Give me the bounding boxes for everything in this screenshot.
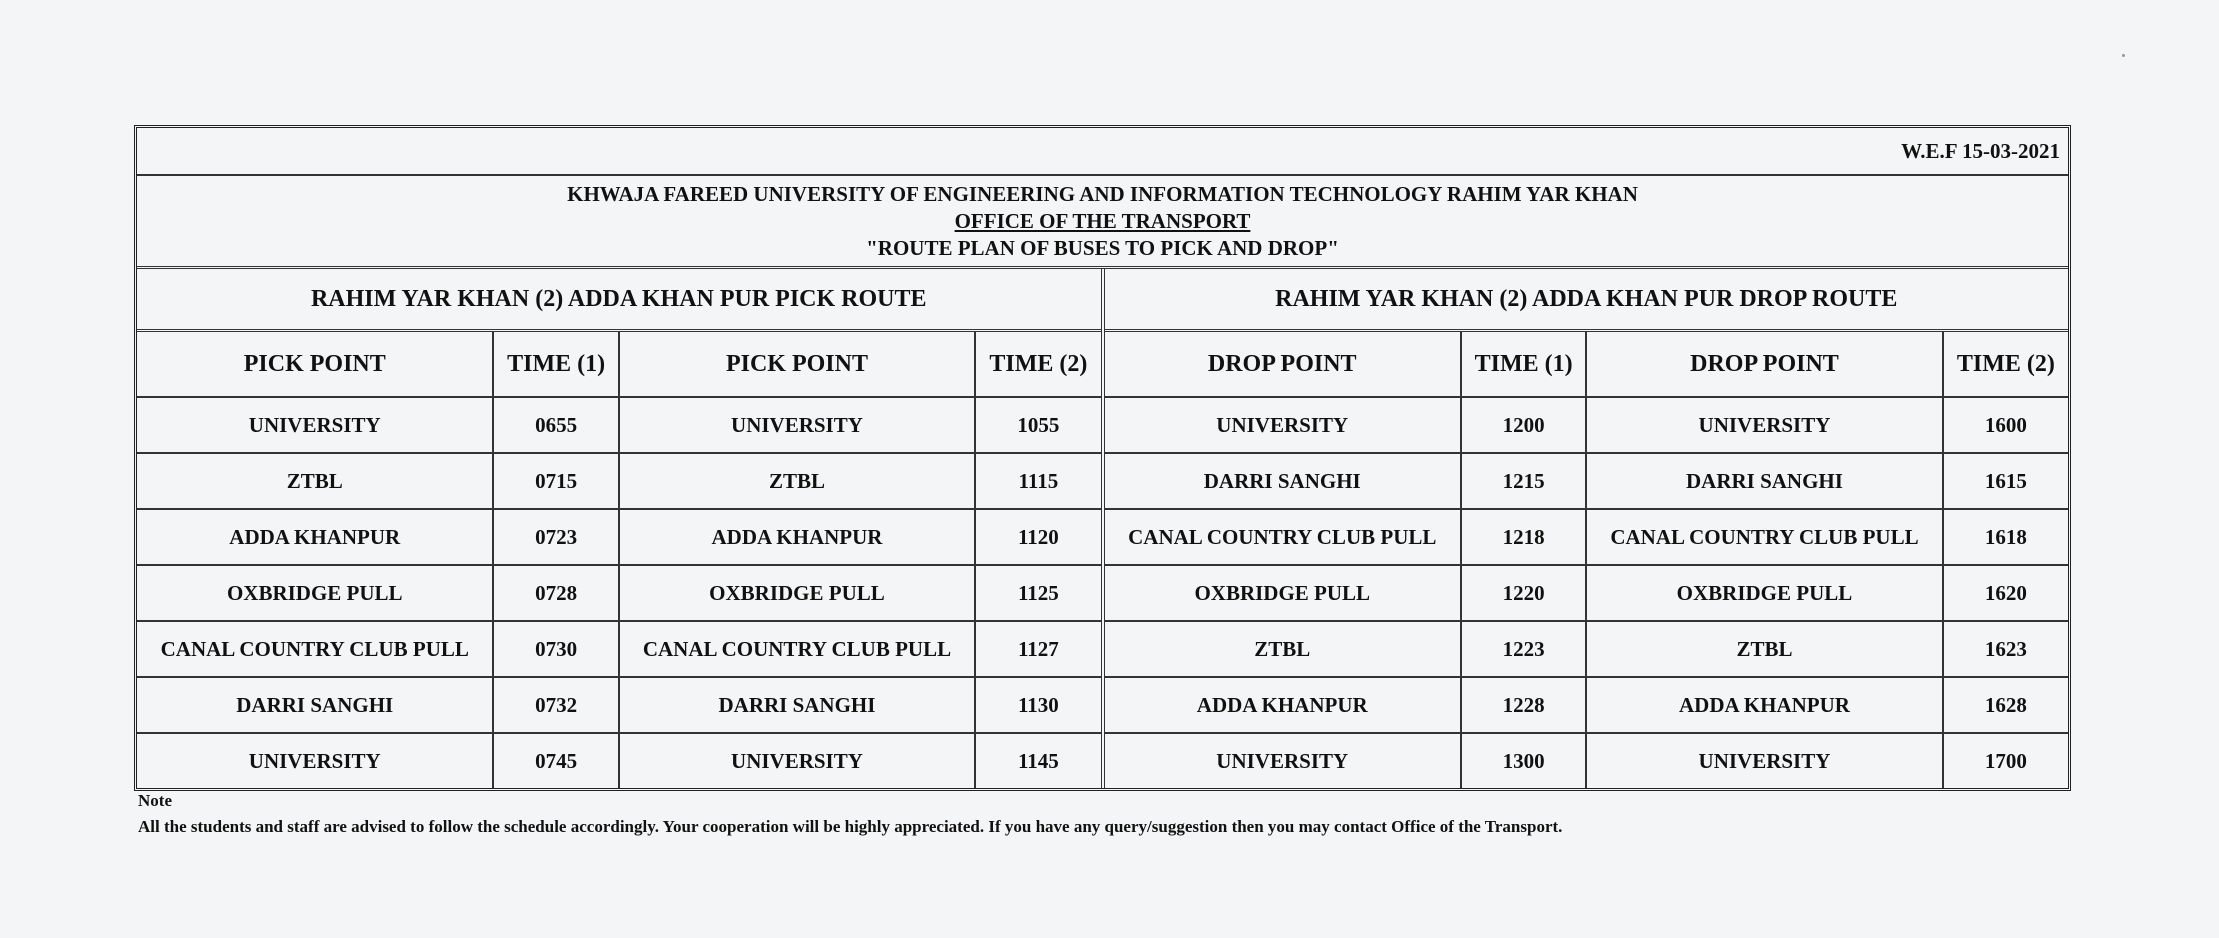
point-2-cell: OXBRIDGE PULL (619, 565, 975, 621)
table-row (137, 677, 1101, 733)
time-1-cell: 1218 (1461, 509, 1586, 565)
note-label: Note (138, 791, 172, 810)
point-cell: OXBRIDGE PULL (1105, 565, 1461, 621)
point-cell: UNIVERSITY (137, 733, 493, 788)
time-1-cell: 0715 (493, 453, 618, 509)
point-2-cell: DARRI SANGHI (619, 677, 975, 733)
table-row (1105, 621, 2069, 677)
drop-route-table (1105, 332, 2069, 788)
point-2-cell: ADDA KHANPUR (1586, 677, 1942, 733)
pick-table-header-row (137, 332, 1101, 397)
table-row (137, 733, 1101, 788)
col-header-time-1: TIME (1) (493, 332, 618, 397)
point-2-cell: OXBRIDGE PULL (1586, 565, 1942, 621)
point-cell: DARRI SANGHI (137, 677, 493, 733)
time-1-cell: 1300 (1461, 733, 1586, 788)
time-2-cell: 1615 (1943, 453, 2068, 509)
col-header-time-2: TIME (2) (975, 332, 1100, 397)
col-header-drop-point-2: DROP POINT (1586, 332, 1942, 397)
time-2-cell: 1145 (975, 733, 1100, 788)
pick-route-section (137, 269, 1105, 788)
routes-container (137, 269, 2068, 788)
time-2-cell: 1700 (1943, 733, 2068, 788)
table-row (1105, 453, 2069, 509)
document-title: "ROUTE PLAN OF BUSES TO PICK AND DROP" (866, 235, 1339, 260)
document-header (137, 176, 2068, 269)
table-row (1105, 397, 2069, 453)
drop-route-title: RAHIM YAR KHAN (2) ADDA KHAN PUR DROP ROUTE (1105, 269, 2069, 332)
note-section (138, 788, 1562, 840)
time-2-cell: 1130 (975, 677, 1100, 733)
time-1-cell: 0745 (493, 733, 618, 788)
time-1-cell: 1220 (1461, 565, 1586, 621)
table-row (137, 621, 1101, 677)
point-cell: ADDA KHANPUR (1105, 677, 1461, 733)
route-plan-sheet (134, 125, 2071, 791)
time-2-cell: 1127 (975, 621, 1100, 677)
point-cell: UNIVERSITY (1105, 733, 1461, 788)
time-1-cell: 0730 (493, 621, 618, 677)
table-row (137, 397, 1101, 453)
pick-route-table (137, 332, 1101, 788)
university-name: KHWAJA FAREED UNIVERSITY OF ENGINEERING AND INFORMATION TECHNOLOGY RAHIM YAR KHAN (567, 181, 1638, 206)
col-header-drop-point: DROP POINT (1105, 332, 1461, 397)
time-1-cell: 1215 (1461, 453, 1586, 509)
col-header-pick-point-2: PICK POINT (619, 332, 975, 397)
time-1-cell: 0728 (493, 565, 618, 621)
wef-date (137, 128, 2068, 176)
note-text: All the students and staff are advised to follow the schedule accordingly. Your cooperation will be highly appreciated. If you have any query/suggestion then you may contact Office of the Transport. (138, 817, 1563, 836)
table-row (1105, 565, 2069, 621)
table-row (137, 509, 1101, 565)
scan-speck (2122, 54, 2125, 57)
point-2-cell: UNIVERSITY (619, 733, 975, 788)
point-2-cell: CANAL COUNTRY CLUB PULL (619, 621, 975, 677)
time-1-cell: 0723 (493, 509, 618, 565)
point-cell: OXBRIDGE PULL (137, 565, 493, 621)
pick-route-title: RAHIM YAR KHAN (2) ADDA KHAN PUR PICK ROUTE (137, 269, 1101, 332)
point-cell: ADDA KHANPUR (137, 509, 493, 565)
table-row (1105, 509, 2069, 565)
point-2-cell: CANAL COUNTRY CLUB PULL (1586, 509, 1942, 565)
point-2-cell: DARRI SANGHI (1586, 453, 1942, 509)
time-2-cell: 1115 (975, 453, 1100, 509)
wef-date-text: W.E.F 15-03-2021 (1901, 138, 2060, 163)
time-1-cell: 1223 (1461, 621, 1586, 677)
time-1-cell: 0732 (493, 677, 618, 733)
time-2-cell: 1120 (975, 509, 1100, 565)
time-2-cell: 1055 (975, 397, 1100, 453)
point-cell: ZTBL (137, 453, 493, 509)
time-2-cell: 1125 (975, 565, 1100, 621)
point-2-cell: ZTBL (619, 453, 975, 509)
point-2-cell: UNIVERSITY (619, 397, 975, 453)
point-cell: CANAL COUNTRY CLUB PULL (137, 621, 493, 677)
col-header-time-1: TIME (1) (1461, 332, 1586, 397)
office-name: OFFICE OF THE TRANSPORT (954, 208, 1251, 233)
col-header-pick-point: PICK POINT (137, 332, 493, 397)
point-cell: ZTBL (1105, 621, 1461, 677)
time-2-cell: 1628 (1943, 677, 2068, 733)
col-header-time-2: TIME (2) (1943, 332, 2068, 397)
point-2-cell: UNIVERSITY (1586, 397, 1942, 453)
time-2-cell: 1623 (1943, 621, 2068, 677)
point-2-cell: ZTBL (1586, 621, 1942, 677)
time-1-cell: 0655 (493, 397, 618, 453)
table-row (137, 565, 1101, 621)
point-cell: UNIVERSITY (1105, 397, 1461, 453)
time-1-cell: 1228 (1461, 677, 1586, 733)
table-row (137, 453, 1101, 509)
time-2-cell: 1600 (1943, 397, 2068, 453)
time-1-cell: 1200 (1461, 397, 1586, 453)
point-cell: DARRI SANGHI (1105, 453, 1461, 509)
point-2-cell: ADDA KHANPUR (619, 509, 975, 565)
time-2-cell: 1620 (1943, 565, 2068, 621)
time-2-cell: 1618 (1943, 509, 2068, 565)
point-cell: CANAL COUNTRY CLUB PULL (1105, 509, 1461, 565)
table-row (1105, 733, 2069, 788)
point-2-cell: UNIVERSITY (1586, 733, 1942, 788)
point-cell: UNIVERSITY (137, 397, 493, 453)
drop-table-header-row (1105, 332, 2069, 397)
table-row (1105, 677, 2069, 733)
drop-route-section (1105, 269, 2069, 788)
